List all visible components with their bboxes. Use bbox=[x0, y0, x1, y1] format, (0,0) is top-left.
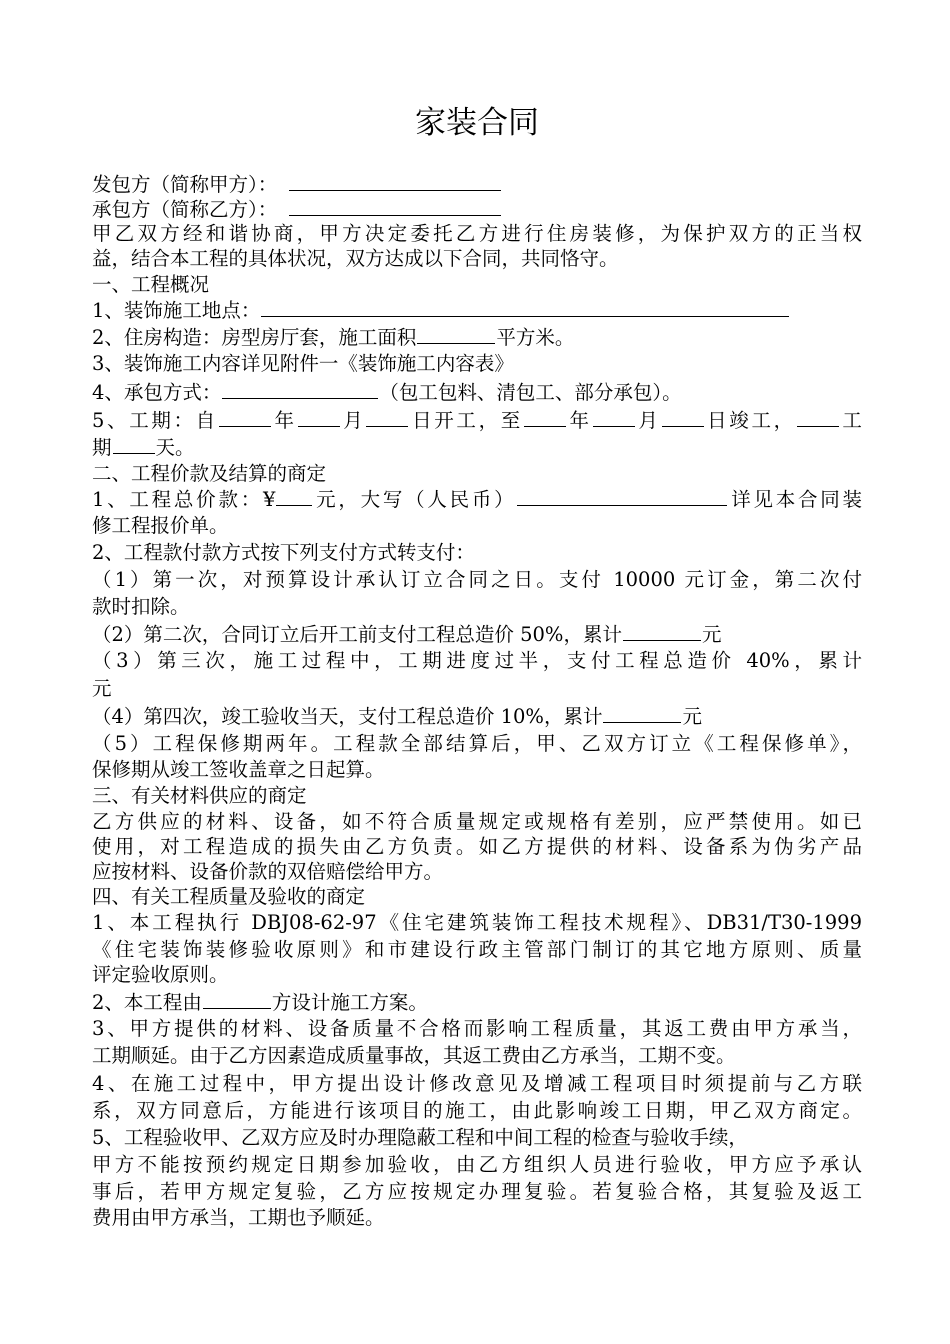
line-text: （包工包料、清包工、部分承包）。 bbox=[379, 381, 682, 404]
line-text: 年 bbox=[271, 409, 297, 432]
contract-line bbox=[92, 196, 862, 222]
line-text: 平方米。 bbox=[496, 326, 575, 349]
contract-line bbox=[92, 540, 862, 566]
contract-line bbox=[92, 783, 862, 809]
contract-line bbox=[92, 171, 862, 197]
fill-in-blank[interactable] bbox=[219, 407, 271, 427]
line-text: 4、在施工过程中，甲方提出设计修改意见及增减工程项目时须提前与乙方联 bbox=[92, 1072, 862, 1095]
line-text: （1）第一次，对预算设计承认订立合同之日。支付 10000 元订金，第二次付 bbox=[92, 568, 862, 591]
line-text: 使用，对工程造成的损失由乙方负责。如乙方提供的材料、设备系为伪劣产品 bbox=[92, 835, 862, 858]
fill-in-blank[interactable] bbox=[797, 407, 839, 427]
contract-line bbox=[92, 351, 862, 377]
contract-line bbox=[92, 434, 862, 460]
contract-line bbox=[92, 1071, 862, 1097]
line-text: 修工程报价单。 bbox=[92, 514, 229, 537]
line-text: 3、装饰施工内容详见附件一《装饰施工内容表》 bbox=[92, 352, 514, 375]
line-text: 《住宅装饰装修验收原则》和市建设行政主管部门制订的其它地方原则、质量 bbox=[92, 938, 862, 961]
fill-in-blank[interactable] bbox=[261, 297, 789, 317]
contract-line bbox=[92, 757, 862, 783]
fill-in-blank[interactable] bbox=[276, 486, 312, 506]
fill-in-blank[interactable] bbox=[623, 621, 701, 641]
line-text: （3）第三次，施工过程中，工期进度过半，支付工程总造价 40%，累计 bbox=[92, 649, 862, 672]
contract-line bbox=[92, 221, 862, 247]
contract-line bbox=[92, 884, 862, 910]
contract-line bbox=[92, 1205, 862, 1231]
line-text: 日竣工， bbox=[704, 409, 796, 432]
line-text: 乙方供应的材料、设备，如不符合质量规定或规格有差别，应严禁使用。如已 bbox=[92, 810, 862, 833]
contract-line bbox=[92, 703, 862, 729]
line-text: 方设计施工方案。 bbox=[271, 991, 428, 1014]
line-text: 二、工程价款及结算的商定 bbox=[92, 462, 327, 485]
line-text: 5、工程验收甲、乙双方应及时办理隐蔽工程和中间工程的检查与验收手续， bbox=[92, 1126, 748, 1149]
line-text: 系，双方同意后，方能进行该项目的施工，由此影响竣工日期，甲乙双方商定。 bbox=[92, 1099, 862, 1122]
line-text: 费用由甲方承当，工期也予顺延。 bbox=[92, 1206, 385, 1229]
line-text: 详见本合同装 bbox=[728, 488, 862, 511]
contract-line bbox=[92, 859, 862, 885]
line-text: 一、工程概况 bbox=[92, 273, 210, 296]
contract-line bbox=[92, 910, 862, 936]
fill-in-blank[interactable] bbox=[113, 434, 155, 454]
line-text: 2、住房构造：房型房厅套，施工面积 bbox=[92, 326, 417, 349]
fill-in-blank[interactable] bbox=[417, 324, 495, 344]
line-text: 四、有关工程质量及验收的商定 bbox=[92, 885, 366, 908]
contract-line bbox=[92, 676, 862, 702]
line-text: 1、装饰施工地点： bbox=[92, 299, 261, 322]
fill-in-blank[interactable] bbox=[662, 407, 704, 427]
line-text: 元 bbox=[92, 677, 112, 700]
line-text: 1、工程总价款：¥ bbox=[92, 488, 276, 511]
line-text: （2）第二次，合同订立后开工前支付工程总造价 50%，累计 bbox=[92, 623, 622, 646]
contract-line bbox=[92, 834, 862, 860]
fill-in-blank[interactable] bbox=[298, 407, 340, 427]
line-text: 甲方不能按预约规定日期参加验收，由乙方组织人员进行验收，甲方应予承认 bbox=[92, 1153, 862, 1176]
line-text: 2、本工程由 bbox=[92, 991, 202, 1014]
contract-line bbox=[92, 297, 862, 323]
party-label: 发包方（简称甲方）： bbox=[92, 173, 278, 196]
fill-in-blank[interactable] bbox=[203, 989, 271, 1009]
line-text: 1、本工程执行 DBJ08-62-97《住宅建筑装饰工程技术规程》、DB31/T30-1999 bbox=[92, 911, 862, 934]
party-name-blank[interactable] bbox=[289, 196, 501, 216]
contract-line bbox=[92, 1179, 862, 1205]
line-text: 5、工期：自 bbox=[92, 409, 218, 432]
contract-line bbox=[92, 594, 862, 620]
line-text: 保修期从竣工签收盖章之日起算。 bbox=[92, 758, 385, 781]
line-text: 年 bbox=[566, 409, 592, 432]
line-text: 4、承包方式： bbox=[92, 381, 222, 404]
line-text: 月 bbox=[340, 409, 366, 432]
contract-line bbox=[92, 272, 862, 298]
contract-line bbox=[92, 648, 862, 674]
contract-line bbox=[92, 513, 862, 539]
contract-line bbox=[92, 1125, 862, 1151]
document-title: 家装合同 bbox=[415, 105, 539, 141]
line-text: 益，结合本工程的具体状况，双方达成以下合同，共同恪守。 bbox=[92, 247, 619, 270]
fill-in-blank[interactable] bbox=[517, 486, 727, 506]
line-text: 工期顺延。由于乙方因素造成质量事故，其返工费由乙方承当，工期不变。 bbox=[92, 1044, 736, 1067]
fill-in-blank[interactable] bbox=[593, 407, 635, 427]
contract-line bbox=[92, 567, 862, 593]
line-text: 日开工，至 bbox=[409, 409, 523, 432]
line-text: 三、有关材料供应的商定 bbox=[92, 784, 307, 807]
fill-in-blank[interactable] bbox=[366, 407, 408, 427]
contract-line bbox=[92, 1043, 862, 1069]
line-text: 甲乙双方经和谐协商，甲方决定委托乙方进行住房装修，为保护双方的正当权 bbox=[92, 222, 862, 245]
fill-in-blank[interactable] bbox=[222, 379, 378, 399]
contract-line bbox=[92, 1016, 862, 1042]
contract-line bbox=[92, 989, 862, 1015]
line-text: 款时扣除。 bbox=[92, 595, 190, 618]
contract-line bbox=[92, 937, 862, 963]
line-text: 应按材料、设备价款的双倍赔偿给甲方。 bbox=[92, 860, 444, 883]
fill-in-blank[interactable] bbox=[524, 407, 566, 427]
contract-line bbox=[92, 407, 862, 433]
line-text: （4）第四次，竣工验收当天，支付工程总造价 10%，累计 bbox=[92, 705, 603, 728]
line-text: 期 bbox=[92, 436, 112, 459]
contract-line bbox=[92, 731, 862, 757]
contract-line bbox=[92, 809, 862, 835]
line-text: 月 bbox=[635, 409, 661, 432]
contract-line bbox=[92, 962, 862, 988]
contract-line bbox=[92, 486, 862, 512]
contract-line bbox=[92, 379, 862, 405]
line-text: 元 bbox=[701, 623, 722, 646]
line-text: 工 bbox=[839, 409, 862, 432]
line-text: 评定验收原则。 bbox=[92, 963, 229, 986]
contract-line bbox=[92, 621, 862, 647]
contract-line bbox=[92, 324, 862, 350]
line-text: 3、甲方提供的材料、设备质量不合格而影响工程质量，其返工费由甲方承当， bbox=[92, 1017, 862, 1040]
line-text: （5）工程保修期两年。工程款全部结算后，甲、乙双方订立《工程保修单》， bbox=[92, 732, 862, 755]
line-text: 元 bbox=[682, 705, 702, 728]
contract-line bbox=[92, 246, 862, 272]
line-text: 元，大写（人民币） bbox=[313, 488, 517, 511]
party-name-blank[interactable] bbox=[289, 171, 501, 191]
contract-line bbox=[92, 461, 862, 487]
line-text: 2、工程款付款方式按下列支付方式转支付： bbox=[92, 541, 475, 564]
party-label: 承包方（简称乙方）： bbox=[92, 198, 278, 221]
line-text: 天。 bbox=[155, 436, 195, 459]
contract-line bbox=[92, 1098, 862, 1124]
contract-line bbox=[92, 1152, 862, 1178]
line-text: 事后，若甲方规定复验，乙方应按规定办理复验。若复验合格，其复验及返工 bbox=[92, 1180, 862, 1203]
fill-in-blank[interactable] bbox=[603, 703, 681, 723]
